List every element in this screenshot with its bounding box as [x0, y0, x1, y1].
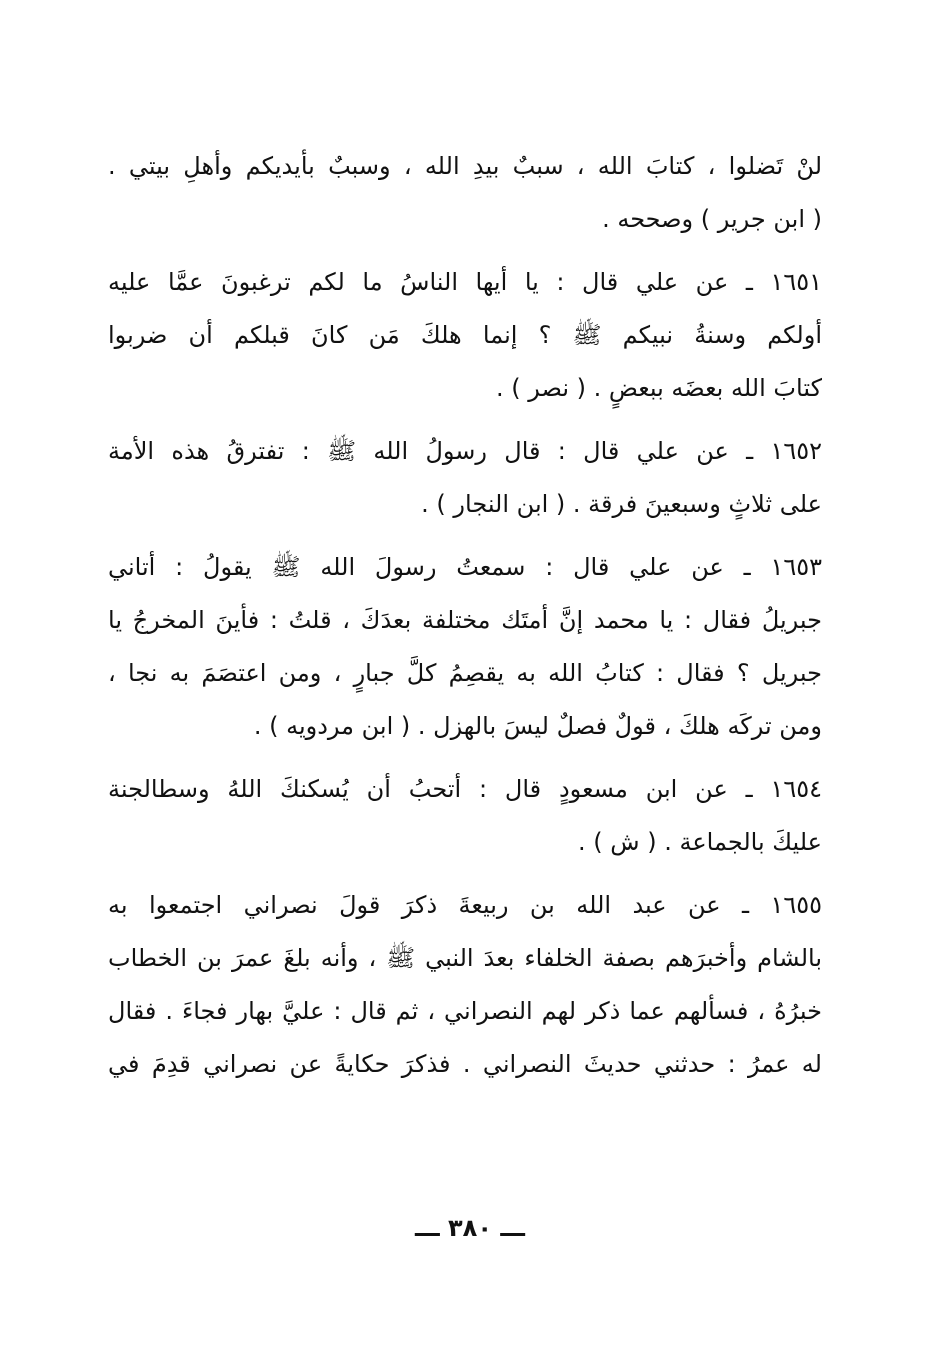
page-number: ـــ ٣٨٠ ـــ	[415, 1214, 525, 1242]
text-line: لنْ تَضلوا ، كتابَ الله ، سببٌ بيدِ الله ، وسببٌ بأيديكم وأهلِ بيتي .	[108, 152, 822, 180]
text-line: أولكم وسنةُ نبيكم ﷺ ؟ إنما هلكَ مَن كانَ قبلكم أن ضربوا	[108, 321, 822, 349]
paragraph-continuation	[108, 140, 822, 246]
citation-line: ( ابن جرير ) وصححه .	[602, 205, 822, 233]
citation-line: على ثلاثٍ وسبعينَ فرقة . ( ابن النجار ) .	[421, 490, 822, 518]
text-line: ١٦٥٣ ـ عن علي قال : سمعتُ رسولَ الله ﷺ يقولُ : أتاني	[108, 553, 822, 581]
text-line: ١٦٥١ ـ عن علي قال : يا أيها الناسُ ما لكم ترغبونَ عمَّا عليه	[108, 268, 822, 296]
hadith-1651	[108, 256, 822, 415]
body-text	[108, 140, 822, 1091]
text-line: جبريل ؟ فقال : كتابُ الله به يقصِمُ كلَّ جبارٍ ، ومن اعتصَمَ به نجا ،	[108, 659, 822, 687]
text-line: ١٦٥٤ ـ عن ابن مسعودٍ قال : أتحبُ أن يُسكنكَ اللهُ وسطالجنة	[108, 775, 822, 803]
hadith-1653	[108, 541, 822, 753]
text-line: جبريلُ فقال : يا محمد إنَّ أمتَك مختلفة بعدَكَ ، قلتُ : فأينَ المخرجُ يا	[108, 606, 822, 634]
hadith-1655	[108, 879, 822, 1091]
text-line: ١٦٥٥ ـ عن عبد الله بن ربيعةَ ذكرَ قولَ نصراني اجتمعوا به	[108, 891, 822, 919]
citation-line: ومن تركَه هلكَ ، قولٌ فصلٌ ليسَ بالهزل . ( ابن مردويه ) .	[253, 712, 822, 740]
text-line: ١٦٥٢ ـ عن علي قال : قال رسولُ الله ﷺ : تفترقُ هذه الأمة	[108, 437, 822, 465]
hadith-1652	[108, 425, 822, 531]
citation-line: عليكَ بالجماعة . ( ش ) .	[578, 828, 822, 856]
text-line: خبرُهُ ، فسألهم عما ذكر لهم النصراني ، ثم قال : عليَّ بهار فجاءَ . فقال	[108, 997, 822, 1025]
hadith-1654	[108, 763, 822, 869]
text-line: بالشام وأخبرَهم بصفة الخلفاء بعدَ النبي ﷺ ، وأنه بلغَ عمرَ بن الخطاب	[108, 944, 822, 972]
citation-line: كتابَ الله بعضَه ببعضٍ . ( نصر ) .	[496, 374, 822, 402]
text-line: له عمرُ : حدثني حديثَ النصراني . فذكرَ حكايةً عن نصراني قدِمَ في	[108, 1050, 822, 1078]
